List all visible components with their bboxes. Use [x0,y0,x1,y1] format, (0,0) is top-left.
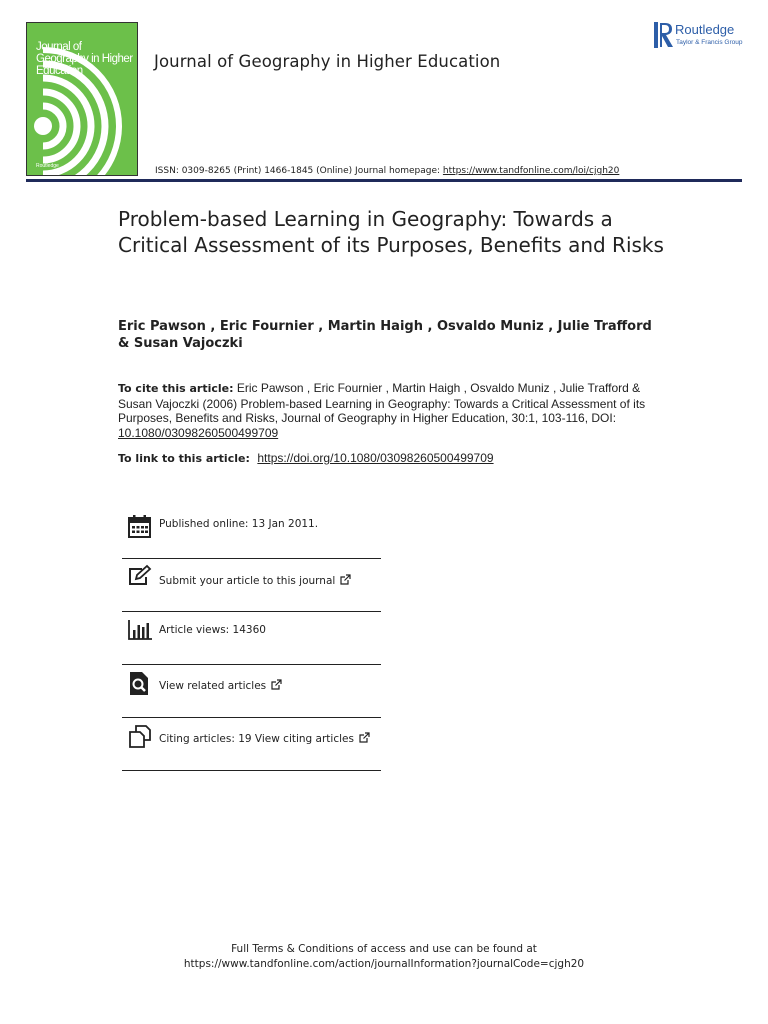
published-row [122,505,381,559]
external-link-icon [340,574,351,585]
citation-text: Eric Pawson , Eric Fournier , Martin Haigh , Osvaldo Muniz , Julie Trafford & Susan Vajoczki (2006) Problem-based Learning in Geography: Towards a Critical Assessment of its Purposes, Benefits and Risks, Journal of Geography in Higher Education, 30:1, 103-116, DOI: [118,381,646,425]
cover-brand: Routledge [36,163,59,169]
citing-documents-icon [127,723,153,749]
publisher-logo [654,22,754,52]
footer-line-1: Full Terms & Conditions of access and use can be found at [231,943,537,955]
citing-articles-link[interactable]: Citing articles: 19 View citing articles [159,732,370,745]
edit-icon [127,564,153,590]
publisher-tagline: Taylor & Francis Group [676,39,743,46]
external-link-icon [359,732,370,743]
journal-homepage-link[interactable]: https://www.tandfonline.com/loi/cjgh20 [442,166,620,176]
footer-terms [0,942,768,972]
header-divider [26,179,742,182]
article-link-line [118,451,494,465]
article-doi-url[interactable]: https://doi.org/10.1080/03098260500499709 [257,451,494,465]
published-date: Published online: 13 Jan 2011. [159,518,319,530]
issn-text: ISSN: 0309-8265 (Print) 1466-1845 (Online) Journal homepage: [155,166,443,176]
submit-row[interactable] [122,558,381,612]
related-search-icon [127,671,153,697]
journal-title: Journal of Geography in Higher Education [154,52,501,71]
article-authors: Eric Pawson , Eric Fournier , Martin Haigh , Osvaldo Muniz , Julie Trafford & Susan Vajoczki [118,319,652,351]
views-row [122,611,381,665]
footer-terms-link[interactable]: https://www.tandfonline.com/action/journalInformation?journalCode=cjgh20 [183,958,585,970]
related-articles-link[interactable]: View related articles [159,679,282,692]
bar-chart-icon [127,617,153,643]
submit-article-link[interactable]: Submit your article to this journal [159,574,351,587]
journal-cover [26,22,138,176]
citation-doi-link[interactable]: 10.1080/03098260500499709 [118,425,279,440]
routledge-r-icon [654,22,674,48]
article-views: Article views: 14360 [159,624,266,636]
citation-block [118,381,648,440]
publisher-name: Routledge [675,22,735,37]
article-title: Problem-based Learning in Geography: Towards a Critical Assessment of its Purposes, Benefits and Risks [118,207,664,257]
related-row[interactable] [122,664,381,718]
external-link-icon [271,679,282,690]
issn-line [155,166,619,176]
citing-row[interactable] [122,717,381,771]
article-link-label: To link to this article: [118,452,250,465]
citation-label: To cite this article: [118,382,234,395]
cover-title: Journal of Geography in Higher Education [36,41,133,77]
calendar-icon [127,513,153,539]
